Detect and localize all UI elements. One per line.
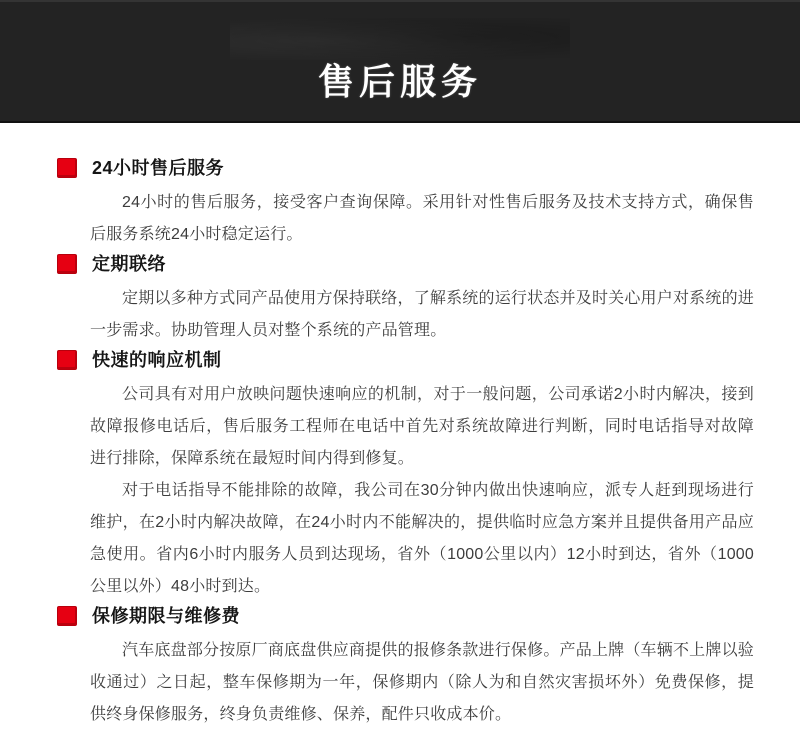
page-header-banner — [0, 0, 800, 123]
section-heading: 24小时售后服务 — [92, 158, 225, 178]
section-heading-row — [57, 253, 755, 275]
section-paragraph: 24小时的售后服务，接受客户查询保障。采用针对性售后服务及技术支持方式，确保售后服务系统24小时稳定运行。 — [90, 194, 754, 243]
service-section — [57, 605, 755, 731]
service-section — [57, 253, 755, 347]
section-paragraphs — [90, 283, 754, 347]
section-paragraphs — [90, 635, 754, 731]
section-paragraph: 对于电话指导不能排除的故障，我公司在30分钟内做出快速响应，派专人赶到现场进行维护，在2小时内解决故障，在24小时内不能解决的，提供临时应急方案并且提供备用产品应急使用。省内6小时内服务人员到达现场，省外（1000公里以内）12小时到达，省外（1000公里以外）48小时到达。 — [90, 482, 754, 595]
section-paragraph: 汽车底盘部分按原厂商底盘供应商提供的报修条款进行保修。产品上牌（车辆不上牌以验收通过）之日起，整车保修期为一年，保修期内（除人为和自然灾害损坏外）免费保修，提供终身保修服务，终身负责维修、保养，配件只收成本价。 — [90, 642, 754, 723]
section-heading-row — [57, 349, 755, 371]
section-heading: 定期联络 — [92, 254, 166, 274]
red-square-bullet-icon — [57, 254, 77, 274]
section-paragraph: 公司具有对用户放映问题快速响应的机制，对于一般问题，公司承诺2小时内解决，接到故障报修电话后，售后服务工程师在电话中首先对系统故障进行判断，同时电话指导对故障进行排除，保障系统在最短时间内得到修复。 — [90, 386, 754, 467]
service-section — [57, 157, 755, 251]
section-heading: 保修期限与维修费 — [92, 606, 240, 626]
section-heading-row — [57, 605, 755, 627]
section-heading: 快速的响应机制 — [92, 350, 222, 370]
section-paragraph: 定期以多种方式同产品使用方保持联络，了解系统的运行状态并及时关心用户对系统的进一步需求。协助管理人员对整个系统的产品管理。 — [90, 290, 754, 339]
section-paragraphs — [90, 187, 754, 251]
page-title: 售后服务 — [317, 61, 482, 102]
red-square-bullet-icon — [57, 158, 77, 178]
section-paragraphs — [90, 379, 754, 603]
section-heading-row — [57, 157, 755, 179]
red-square-bullet-icon — [57, 350, 77, 370]
service-section — [57, 349, 755, 603]
red-square-bullet-icon — [57, 606, 77, 626]
sections-container — [0, 123, 800, 731]
